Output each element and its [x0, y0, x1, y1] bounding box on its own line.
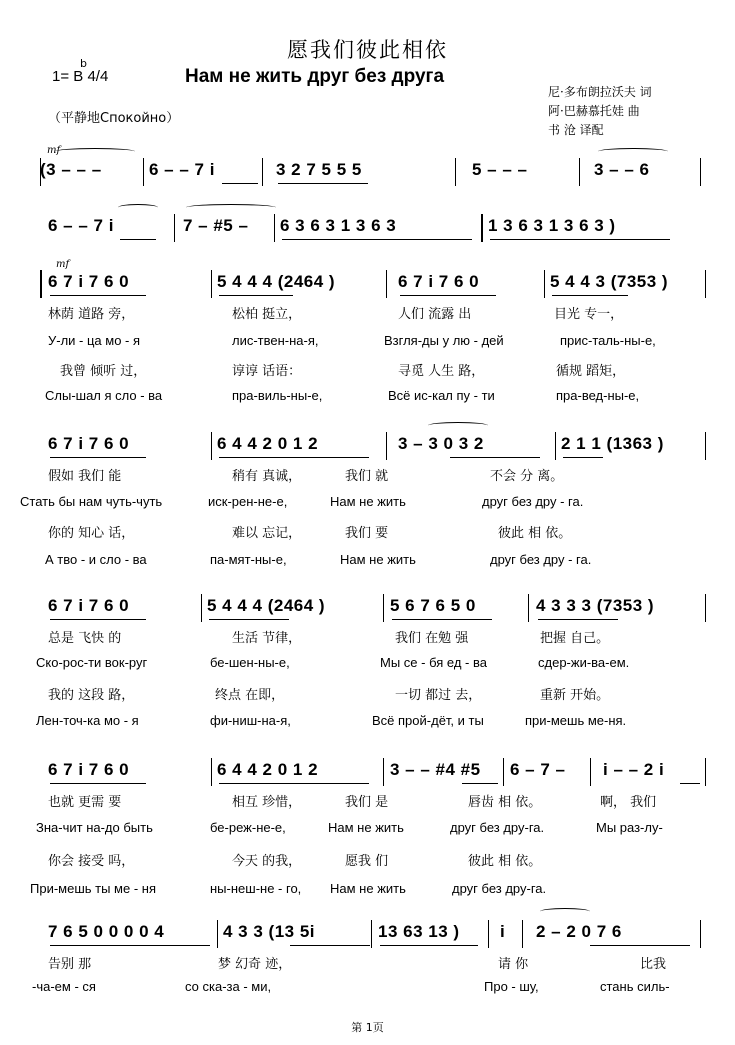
- dynamic-mf: mf: [56, 259, 70, 270]
- lyric-syllables: 难以 忘记，: [232, 526, 302, 541]
- lyric-syllables: 林荫 道路 旁，: [48, 307, 135, 322]
- page-number: 第 1页: [351, 1021, 384, 1034]
- measure: 13 63 13 ): [378, 922, 460, 941]
- lyric-syllables: -ча-ем - ся: [32, 979, 96, 994]
- lyric-syllables: друг без дру-га.: [450, 820, 545, 835]
- lyric-syllables: 我们 在勉 强: [395, 631, 469, 646]
- measure: 6 7 i 7 6 0: [48, 760, 130, 779]
- measure: 6 7 i 7 6 0: [398, 272, 480, 291]
- measure: 4 3 3 (13 5i: [223, 922, 316, 941]
- lyric-syllables: друг без дру-га.: [452, 881, 547, 896]
- staff-system-5: [0, 592, 735, 624]
- lyric-syllables: 寻觅 人生 路，: [398, 364, 485, 379]
- staff-system-7: [0, 918, 735, 950]
- lyric-syllables: 彼此 相 依。: [468, 854, 542, 869]
- lyric-syllables: сдер-жи-ва-ем.: [538, 655, 630, 670]
- lyric-syllables: 我曾 倾听 过，: [60, 364, 147, 379]
- lyric-syllables: 谆谆 话语：: [232, 364, 302, 379]
- lyric-syllables: при-мешь ме-ня.: [525, 713, 627, 728]
- lyric-syllables: 请 你: [498, 957, 529, 972]
- key-signature: 1= B 4/4: [52, 68, 109, 85]
- lyric-syllables: 我们 是: [345, 795, 389, 810]
- lyric-syllables: лис-твен-на-я,: [232, 333, 319, 348]
- measure: 6 – – 7 i: [149, 160, 215, 179]
- lyric-syllables: 人们 流露 出: [398, 307, 472, 322]
- lyric-syllables: Нам не жить: [340, 552, 416, 567]
- measure: 6 – – 7 i: [48, 216, 114, 235]
- measure: 5 6 7 6 5 0: [390, 596, 476, 615]
- measure: i – – 2 i: [603, 760, 665, 779]
- lyric-syllables: 终点 在即，: [215, 688, 285, 703]
- lyric-syllables: 梦 幻奇 迹，: [218, 957, 292, 972]
- lyric-syllables: 生活 节律，: [232, 631, 302, 646]
- lyric-syllables: Всё прой-дёт, и ты: [372, 713, 484, 728]
- lyric-syllables: 重新 开始。: [540, 688, 610, 703]
- lyric-syllables: стань силь-: [600, 979, 670, 994]
- lyric-syllables: 彼此 相 依。: [498, 526, 572, 541]
- lyric-syllables: Нам не жить: [330, 881, 406, 896]
- measure: 6 3 6 3 1 3 6 3: [280, 216, 397, 235]
- measure: 5 4 4 4 (2464 ): [207, 596, 326, 615]
- measure: 6 4 4 2 0 1 2: [217, 434, 319, 453]
- lyric-syllables: А тво - и сло - ва: [45, 552, 147, 567]
- lyric-syllables: Лен-точ-ка мо - я: [36, 713, 139, 728]
- lyric-syllables: Ско-рос-ти вок-руг: [36, 655, 148, 670]
- lyric-syllables: Стать бы нам чуть-чуть: [20, 494, 163, 509]
- staff-system-6: [0, 756, 735, 788]
- measure: 7 – #5 –: [183, 216, 249, 235]
- lyric-syllables: 一切 都过 去，: [395, 688, 482, 703]
- measure: 6 7 i 7 6 0: [48, 596, 130, 615]
- lyric-syllables: 假如 我们 能: [48, 469, 122, 484]
- lyric-syllables: 今天 的我，: [232, 854, 302, 869]
- measure: 5 4 4 3 (7353 ): [550, 272, 669, 291]
- staff-system-2: [0, 212, 735, 244]
- lyric-syllables: друг без дру - га.: [482, 494, 584, 509]
- lyric-syllables: пра-вед-ны-е,: [556, 388, 640, 403]
- lyric-syllables: Нам не жить: [328, 820, 404, 835]
- measure: 3 – – #4 #5: [390, 760, 481, 779]
- measure: (3 – – –: [40, 160, 102, 179]
- lyric-syllables: Слы-шал я сло - ва: [45, 388, 163, 403]
- lyric-syllables: 总是 飞快 的: [48, 631, 122, 646]
- key-flat-sign: b: [80, 57, 87, 70]
- song-title-chinese: 愿我们彼此相依: [287, 38, 448, 62]
- lyric-syllables: бе-шен-ны-е,: [210, 655, 290, 670]
- measure: 4 3 3 3 (7353 ): [536, 596, 655, 615]
- lyric-syllables: со ска-за - ми,: [185, 979, 272, 994]
- lyric-syllables: друг без дру - га.: [490, 552, 592, 567]
- measure: i: [500, 922, 506, 941]
- measure: 6 7 i 7 6 0: [48, 434, 130, 453]
- lyric-syllables: 比我: [640, 957, 667, 972]
- measure: 6 – 7 –: [510, 760, 566, 779]
- lyric-syllables: Мы раз-лу-: [596, 820, 663, 835]
- lyric-syllables: 我的 这段 路，: [48, 688, 135, 703]
- tempo-marking: （平静地Спокойно）: [48, 111, 180, 126]
- lyric-syllables: 啊， 我们: [600, 795, 657, 810]
- measure: 3 2 7 5 5 5: [276, 160, 362, 179]
- lyric-syllables: па-мят-ны-е,: [210, 552, 287, 567]
- lyric-syllables: прис-таль-ны-е,: [560, 333, 656, 348]
- measure: 5 – – –: [472, 160, 528, 179]
- lyric-syllables: 稍有 真诚，: [232, 469, 302, 484]
- lyric-syllables: При-мешь ты ме - ня: [30, 881, 156, 896]
- measure: 2 1 1 (1363 ): [561, 434, 664, 453]
- lyric-syllables: 我们 就: [345, 469, 389, 484]
- lyric-syllables: 告别 那: [48, 957, 92, 972]
- lyric-syllables: Нам не жить: [330, 494, 406, 509]
- credit-translator: 书 沧 译配: [548, 123, 604, 137]
- staff-system-1: [0, 156, 735, 188]
- lyric-syllables: 愿我 们: [345, 854, 389, 869]
- lyric-syllables: 相互 珍惜，: [232, 795, 302, 810]
- measure: 5 4 4 4 (2464 ): [217, 272, 336, 291]
- lyric-syllables: 你的 知心 话，: [48, 526, 135, 541]
- lyric-syllables: 唇齿 相 依。: [468, 795, 542, 810]
- measure: 3 – – 6: [594, 160, 650, 179]
- lyric-syllables: Зна-чит на-до быть: [36, 820, 153, 835]
- measure: 6 7 i 7 6 0: [48, 272, 130, 291]
- lyric-syllables: 把握 自己。: [540, 631, 610, 646]
- lyric-syllables: Про - шу,: [484, 979, 539, 994]
- lyric-syllables: ны-неш-не - го,: [210, 881, 302, 896]
- measure: 7 6 5 0 0 0 0 4: [48, 922, 165, 941]
- measure: 1 3 6 3 1 3 6 3 ): [488, 216, 616, 235]
- song-title-russian: Нам не жить друг без друга: [185, 66, 445, 87]
- lyric-syllables: 不会 分 离。: [490, 469, 564, 484]
- dynamic-mf: mf: [47, 145, 61, 156]
- lyric-syllables: 我们 要: [345, 526, 389, 541]
- lyric-syllables: Всё ис-кал пу - ти: [388, 388, 495, 403]
- lyric-syllables: иск-рен-не-е,: [208, 494, 288, 509]
- lyric-syllables: пра-виль-ны-е,: [232, 388, 323, 403]
- lyric-syllables: У-ли - ца мо - я: [48, 333, 141, 348]
- measure: 6 4 4 2 0 1 2: [217, 760, 319, 779]
- measure: 3 – 3 0 3 2: [398, 434, 484, 453]
- lyric-syllables: 目光 专一，: [554, 307, 624, 322]
- lyric-syllables: фи-ниш-на-я,: [210, 713, 291, 728]
- lyric-syllables: 松柏 挺立，: [232, 307, 302, 322]
- staff-system-4: [0, 430, 735, 462]
- lyric-syllables: Мы се - бя ед - ва: [380, 655, 487, 670]
- measure: 2 – 2 0 7 6: [536, 922, 622, 941]
- lyric-syllables: 循规 蹈矩，: [556, 364, 626, 379]
- lyric-syllables: 也就 更需 要: [48, 795, 122, 810]
- staff-system-3: [0, 268, 735, 300]
- credit-composer: 阿·巴赫慕托娃 曲: [548, 104, 640, 118]
- lyric-syllables: 你会 接受 吗，: [48, 854, 135, 869]
- credit-lyricist: 尼·多布朗拉沃夫 词: [548, 85, 652, 99]
- lyric-syllables: бе-реж-не-е,: [210, 820, 286, 835]
- lyric-syllables: Взгля-ды у лю - дей: [384, 333, 504, 348]
